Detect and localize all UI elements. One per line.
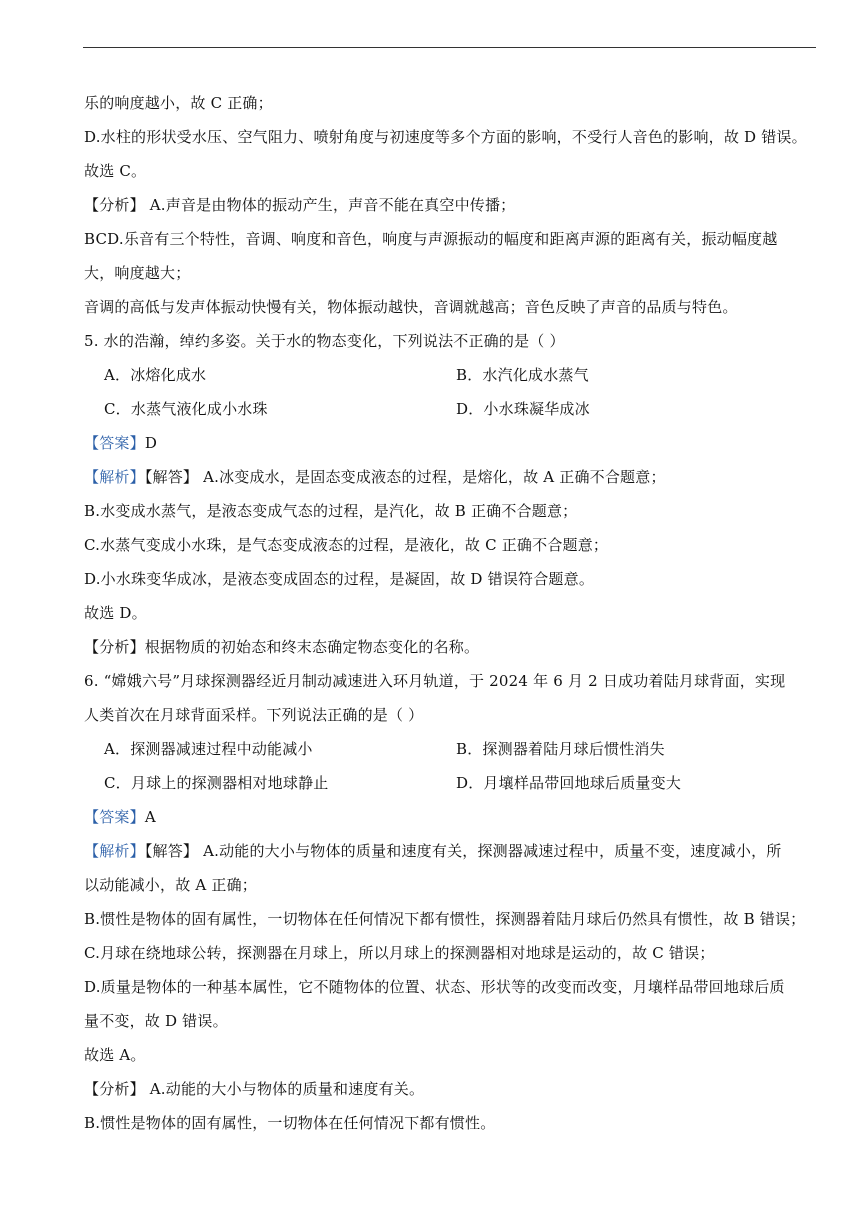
question-5-option-a: A．冰熔化成水 bbox=[104, 366, 207, 384]
question-6-analysis-line: 故选 A。 bbox=[84, 1046, 146, 1064]
answer-tag: 【答案】 bbox=[84, 808, 145, 826]
question-5-answer bbox=[84, 426, 820, 460]
question-6-analysis-line: 量不变，故 D 错误。 bbox=[84, 1012, 228, 1030]
text-line: 音调的高低与发声体振动快慢有关，物体振动越快，音调就越高；音色反映了声音的品质与特色。 bbox=[84, 298, 738, 316]
question-5-analysis-line: 故选 D。 bbox=[84, 604, 147, 622]
analysis-text: 【解答】 A.动能的大小与物体的质量和速度有关，探测器减速过程中，质量不变，速度减小，所 bbox=[144, 842, 782, 860]
question-5-analysis-line: C.水蒸气变成小水珠，是气态变成液态的过程，是液化，故 C 正确不合题意； bbox=[84, 536, 609, 554]
header-rule bbox=[83, 47, 816, 48]
analysis-text: 【解答】 A.冰变成水，是固态变成液态的过程，是熔化，故 A 正确不合题意； bbox=[144, 468, 666, 486]
text-line: 乐的响度越小，故 C 正确； bbox=[84, 94, 273, 112]
question-5-option-b: B．水汽化成水蒸气 bbox=[456, 366, 589, 384]
text-line: 【分析】 A.声音是由物体的振动产生，声音不能在真空中传播； bbox=[84, 196, 516, 214]
question-6-options-row-1 bbox=[84, 732, 820, 766]
question-5-options-row-2 bbox=[84, 392, 820, 426]
question-6-option-d: D．月壤样品带回地球后质量变大 bbox=[456, 774, 682, 792]
question-5-analysis-line bbox=[84, 460, 820, 494]
question-6-analysis-line bbox=[84, 834, 820, 868]
question-6-analysis-line: D.质量是物体的一种基本属性，它不随物体的位置、状态、形状等的改变而改变，月壤样品带回地球后质 bbox=[84, 978, 785, 996]
analysis-tag: 【解析】 bbox=[84, 842, 145, 860]
question-5-analysis-line: D.小水珠变华成冰，是液态变成固态的过程，是凝固，故 D 错误符合题意。 bbox=[84, 570, 595, 588]
question-6-option-a: A．探测器减速过程中动能减小 bbox=[104, 740, 313, 758]
answer-value: A bbox=[144, 808, 156, 826]
question-5-options-row-1 bbox=[84, 358, 820, 392]
question-6-options-row-2 bbox=[84, 766, 820, 800]
question-5-analysis-line: B.水变成水蒸气，是液态变成气态的过程，是汽化，故 B 正确不合题意； bbox=[84, 502, 578, 520]
question-5-option-c: C．水蒸气液化成小水珠 bbox=[104, 400, 268, 418]
analysis-tag: 【解析】 bbox=[84, 468, 145, 486]
text-line: 大，响度越大； bbox=[84, 264, 191, 282]
question-6-stem: 6. “嫦娥六号”月球探测器经近月制动减速进入环月轨道，于 2024 年 6 月 2 日成功着陆月球背面，实现 bbox=[84, 672, 786, 690]
question-6-analysis-line: C.月球在绕地球公转，探测器在月球上，所以月球上的探测器相对地球是运动的，故 C 错误； bbox=[84, 944, 715, 962]
question-6-analysis-line: 【分析】 A.动能的大小与物体的质量和速度有关。 bbox=[84, 1080, 425, 1098]
text-line: D.水柱的形状受水压、空气阻力、喷射角度与初速度等多个方面的影响，不受行人音色的影响，故 D 错误。 bbox=[84, 128, 807, 146]
question-5-analysis-line: 【分析】根据物质的初始态和终末态确定物态变化的名称。 bbox=[84, 638, 480, 656]
question-6-option-c: C．月球上的探测器相对地球静止 bbox=[104, 774, 329, 792]
question-6-answer bbox=[84, 800, 820, 834]
question-6-analysis-line: 以动能减小，故 A 正确； bbox=[84, 876, 257, 894]
text-line: BCD.乐音有三个特性，音调、响度和音色，响度与声源振动的幅度和距离声源的距离有关，振动幅度越 bbox=[84, 230, 778, 248]
question-5-stem: 5. 水的浩瀚，绰约多姿。关于水的物态变化，下列说法不正确的是（ ） bbox=[84, 332, 565, 350]
question-6-stem: 人类首次在月球背面采样。下列说法正确的是（ ） bbox=[84, 706, 424, 724]
answer-tag: 【答案】 bbox=[84, 434, 145, 452]
answer-value: D bbox=[144, 434, 158, 452]
question-6-analysis-line: B.惯性是物体的固有属性，一切物体在任何情况下都有惯性，探测器着陆月球后仍然具有惯性，故 B 错误； bbox=[84, 910, 806, 928]
question-5-option-d: D．小水珠凝华成冰 bbox=[456, 400, 590, 418]
text-line: 故选 C。 bbox=[84, 162, 147, 180]
question-6-option-b: B．探测器着陆月球后惯性消失 bbox=[456, 740, 665, 758]
question-6-analysis-line: B.惯性是物体的固有属性，一切物体在任何情况下都有惯性。 bbox=[84, 1114, 496, 1132]
document-body bbox=[84, 86, 820, 1140]
